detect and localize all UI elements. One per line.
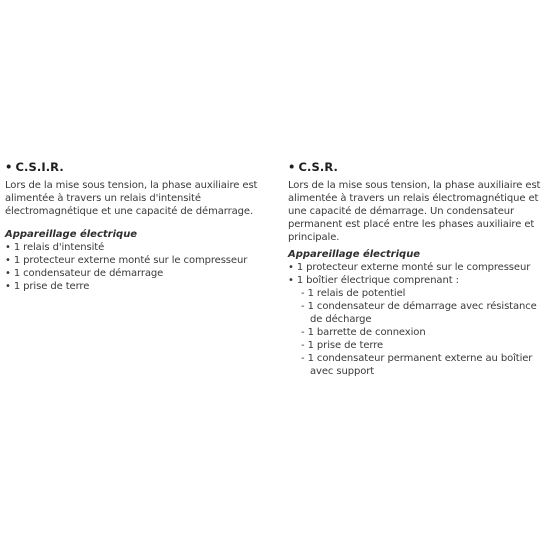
dash-icon: - — [301, 288, 308, 299]
csr-section — [288, 160, 546, 378]
csir-section — [5, 160, 263, 293]
csr-intro: Lors de la mise sous tension, la phase auxiliaire est alimentée à travers un relais électromagnétique et une capacité de démarrage. Un condensateur permanent est placé entre les phases auxiliaire et principale. — [288, 180, 541, 243]
bullet-icon: • — [5, 242, 11, 253]
list-item: • 1 boîtier électrique comprenant : - 1 relais de potentiel - 1 condensateur de démarrage avec résistance de décharge - 1 barrette de connexion - 1 prise de terre - 1 condensateur permanent externe au boîtier avec support — [288, 274, 546, 378]
csr-heading: • C.S.R. — [288, 160, 338, 174]
list-item: • 1 condensateur de démarrage — [5, 268, 164, 279]
csr-item-list — [288, 261, 546, 378]
dash-icon: - — [301, 301, 308, 312]
sub-list-item: - 1 condensateur de démarrage avec résistance de décharge — [301, 301, 537, 325]
bullet-icon: • — [5, 160, 13, 174]
list-item: • 1 prise de terre — [5, 281, 90, 292]
csr-subitem-list — [288, 287, 546, 378]
bullet-icon: • — [5, 255, 11, 266]
dash-icon: - — [301, 353, 308, 364]
sub-list-item: - 1 prise de terre — [301, 340, 384, 351]
sub-list-item: - 1 barrette de connexion — [301, 327, 426, 338]
csir-intro: Lors de la mise sous tension, la phase auxiliaire est alimentée à travers un relais d'intensité électromagnétique et une capacité de démarrage. — [5, 180, 258, 217]
csir-heading: • C.S.I.R. — [5, 160, 64, 174]
csir-subheading: Appareillage électrique — [5, 229, 138, 240]
bullet-icon: • — [5, 281, 11, 292]
bullet-icon: • — [288, 262, 294, 273]
csir-item-list — [5, 241, 263, 293]
bullet-icon: • — [288, 275, 294, 286]
list-item: • 1 protecteur externe monté sur le compresseur — [5, 255, 248, 266]
sub-list-item: - 1 condensateur permanent externe au boîtier avec support — [301, 353, 533, 377]
list-item: • 1 protecteur externe monté sur le compresseur — [288, 262, 531, 273]
dash-icon: - — [301, 340, 308, 351]
bullet-icon: • — [5, 268, 11, 279]
dash-icon: - — [301, 327, 308, 338]
list-item: • 1 relais d'intensité — [5, 242, 105, 253]
csr-subheading: Appareillage électrique — [288, 249, 421, 260]
bullet-icon: • — [288, 160, 296, 174]
sub-list-item: - 1 relais de potentiel — [301, 288, 406, 299]
